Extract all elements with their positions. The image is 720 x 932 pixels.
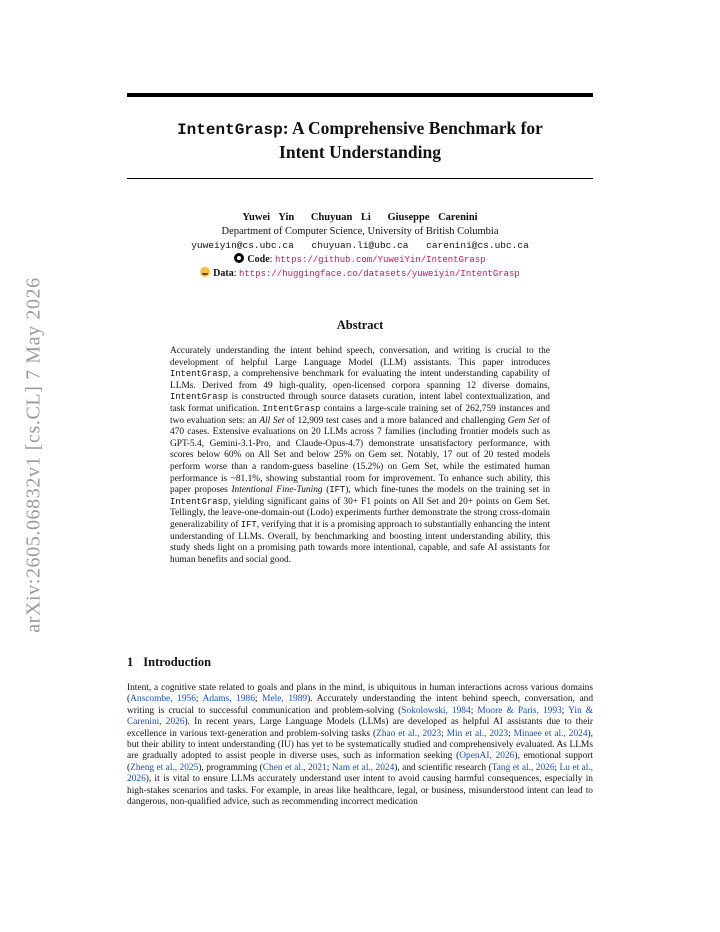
title-rule-top — [127, 93, 593, 97]
title-rule-bottom — [127, 178, 593, 179]
citation-link[interactable]: Adams, 1986 — [202, 694, 255, 705]
section-title: Introduction — [143, 655, 212, 669]
affiliation: Department of Computer Science, University of British Columbia — [221, 226, 499, 237]
code-label: Code — [247, 254, 270, 265]
author-email: yuweiyin@cs.ubc.ca — [191, 240, 294, 251]
code-link-row: Code: https://github.com/YuweiYin/IntentGrasp — [127, 253, 593, 267]
introduction-text: Intent, a cognitive state related to goals and plans in the mind, is ubiquitous in human interactions across various domains (Anscombe, 1956; Adams, 1986; Mele, 1989). Accurately understanding the intent behind speech, conversation, and writing is crucial to successful communication and problem-solving (Sokolowski, 1984; Moore & Paris, 1993; Yin & Carenini, 2026). In recent years, Large Language Models (LLMs) are developed as helpful AI assistants due to their excellence in various text-generation and problem-solving tasks (Zhao et al., 2023; Min et al., 2023; Minaee et al., 2024), but their ability to intent understanding (IU) has yet to be systematically studied and comprehensively evaluated. As LLMs are gradually adopted to assist people in diverse uses, such as information seeking (OpenAI, 2026), emotional support (Zheng et al., 2025), programming (Chen et al., 2021; Nam et al., 2024), and scientific research (Tang et al., 2026; Lu et al., 2026), it is vital to ensure LLMs accurately understand user intent to avoid causing harmful consequences, especially in high-stakes scenarios and tasks. For example, in areas like healthcare, legal, or business, misunderstood intent can lead to dangerous, non-qualified advice, such as recommending incorrect medication — [127, 683, 594, 808]
author-email: carenini@cs.ubc.ca — [426, 240, 529, 251]
citation-link[interactable]: Nam et al., 2024 — [331, 762, 395, 773]
code-url-link[interactable]: https://github.com/YuweiYin/IntentGrasp — [274, 255, 486, 265]
paper-title — [127, 117, 593, 163]
title-line1: : A Comprehensive Benchmark for — [282, 118, 543, 138]
abstract-text: Accurately understanding the intent behind speech, conversation, and writing is crucial to the development of helpful Large Language Model (LLM) assistants. This paper introduces IntentGrasp, a comprehensive benchmark for evaluating the intent understanding capability of LLMs. Derived from 49 high-quality, open-licensed corpora spanning 12 diverse domains, IntentGrasp is constructed through source datasets curation, intent label contextualization, and task format unification. IntentGrasp contains a large-scale training set of 262,759 instances and two evaluation sets: an All Set of 12,909 test cases and a more balanced and challenging Gem Set of 470 cases. Extensive evaluations on 20 LLMs across 7 families (including frontier models such as GPT-5.4, Gemini-3.1-Pro, and Claude-Opus-4.7) demonstrate unsatisfactory performance, with scores below 60% on All Set and below 25% on Gem set. Notably, 17 out of 20 tested models perform worse than a random-guess baseline (15.2%) on Gem Set, while the estimated human performance is ~81.1%, showing substantial room for improvement. To enhance such ability, this paper proposes Intentional Fine-Tuning (IFT), which fine-tunes the models on the training set in IntentGrasp, yielding significant gains of 30+ F1 points on All Set and 20+ points on Gem Set. Tellingly, the leave-one-domain-out (Lodo) experiments further demonstrate the strong cross-domain generalizability of IFT, verifying that it is a promising approach to substantially enhancing the intent understanding of LLMs. Overall, by benchmarking and boosting intent understanding ability, this study sheds light on a promising path towards more intentional, capable, and safe AI assistants for human benefits and social good. — [170, 346, 551, 565]
title-benchmark-name: IntentGrasp — [177, 121, 283, 139]
citation-link[interactable]: Zhao et al., 2023 — [376, 728, 442, 739]
abstract-heading: Abstract — [336, 318, 384, 332]
citation-link[interactable]: Mele, 1989 — [262, 694, 308, 705]
citation-link[interactable]: Zheng et al., 2025 — [130, 762, 199, 773]
author-email: chuyuan.li@ubc.ca — [311, 240, 409, 251]
citation-link[interactable]: Lu et al., 2026 — [127, 762, 594, 785]
github-icon — [234, 253, 244, 263]
data-link-row: Data: https://huggingface.co/datasets/yuweiyin/IntentGrasp — [127, 267, 593, 281]
citation-link[interactable]: Anscombe, 1956 — [130, 694, 196, 705]
arxiv-stamp — [10, 262, 58, 647]
citation-link[interactable]: Moore & Paris, 1993 — [477, 705, 562, 716]
huggingface-icon — [200, 267, 210, 277]
citation-link[interactable]: Sokolowski, 1984 — [401, 705, 471, 716]
citation-link[interactable]: Chen et al., 2021 — [262, 762, 327, 773]
citation-link[interactable]: Yin & Carenini, 2026 — [127, 705, 594, 728]
title-line2: Intent Understanding — [279, 142, 441, 162]
citation-link[interactable]: Min et al., 2023 — [446, 728, 509, 739]
author-name: Giuseppe Carenini — [387, 212, 478, 223]
author-names — [127, 211, 593, 225]
data-url-link[interactable]: https://huggingface.co/datasets/yuweiyin/IntentGrasp — [238, 269, 520, 279]
citation-link[interactable]: Tang et al., 2026 — [491, 762, 555, 773]
citation-link[interactable]: Minaee et al., 2024 — [513, 728, 588, 739]
citation-link[interactable]: OpenAI, 2026 — [459, 751, 515, 762]
section-number: 1 — [127, 655, 134, 669]
arxiv-identifier: arXiv:2605.06832v1 [cs.CL] 7 May 2026 — [22, 276, 45, 633]
author-name: Chuyuan Li — [310, 212, 371, 223]
author-emails — [127, 239, 593, 253]
author-block — [127, 211, 593, 281]
data-label: Data — [213, 268, 234, 279]
author-name: Yuwei Yin — [242, 212, 295, 223]
section-heading-introduction — [127, 655, 211, 670]
